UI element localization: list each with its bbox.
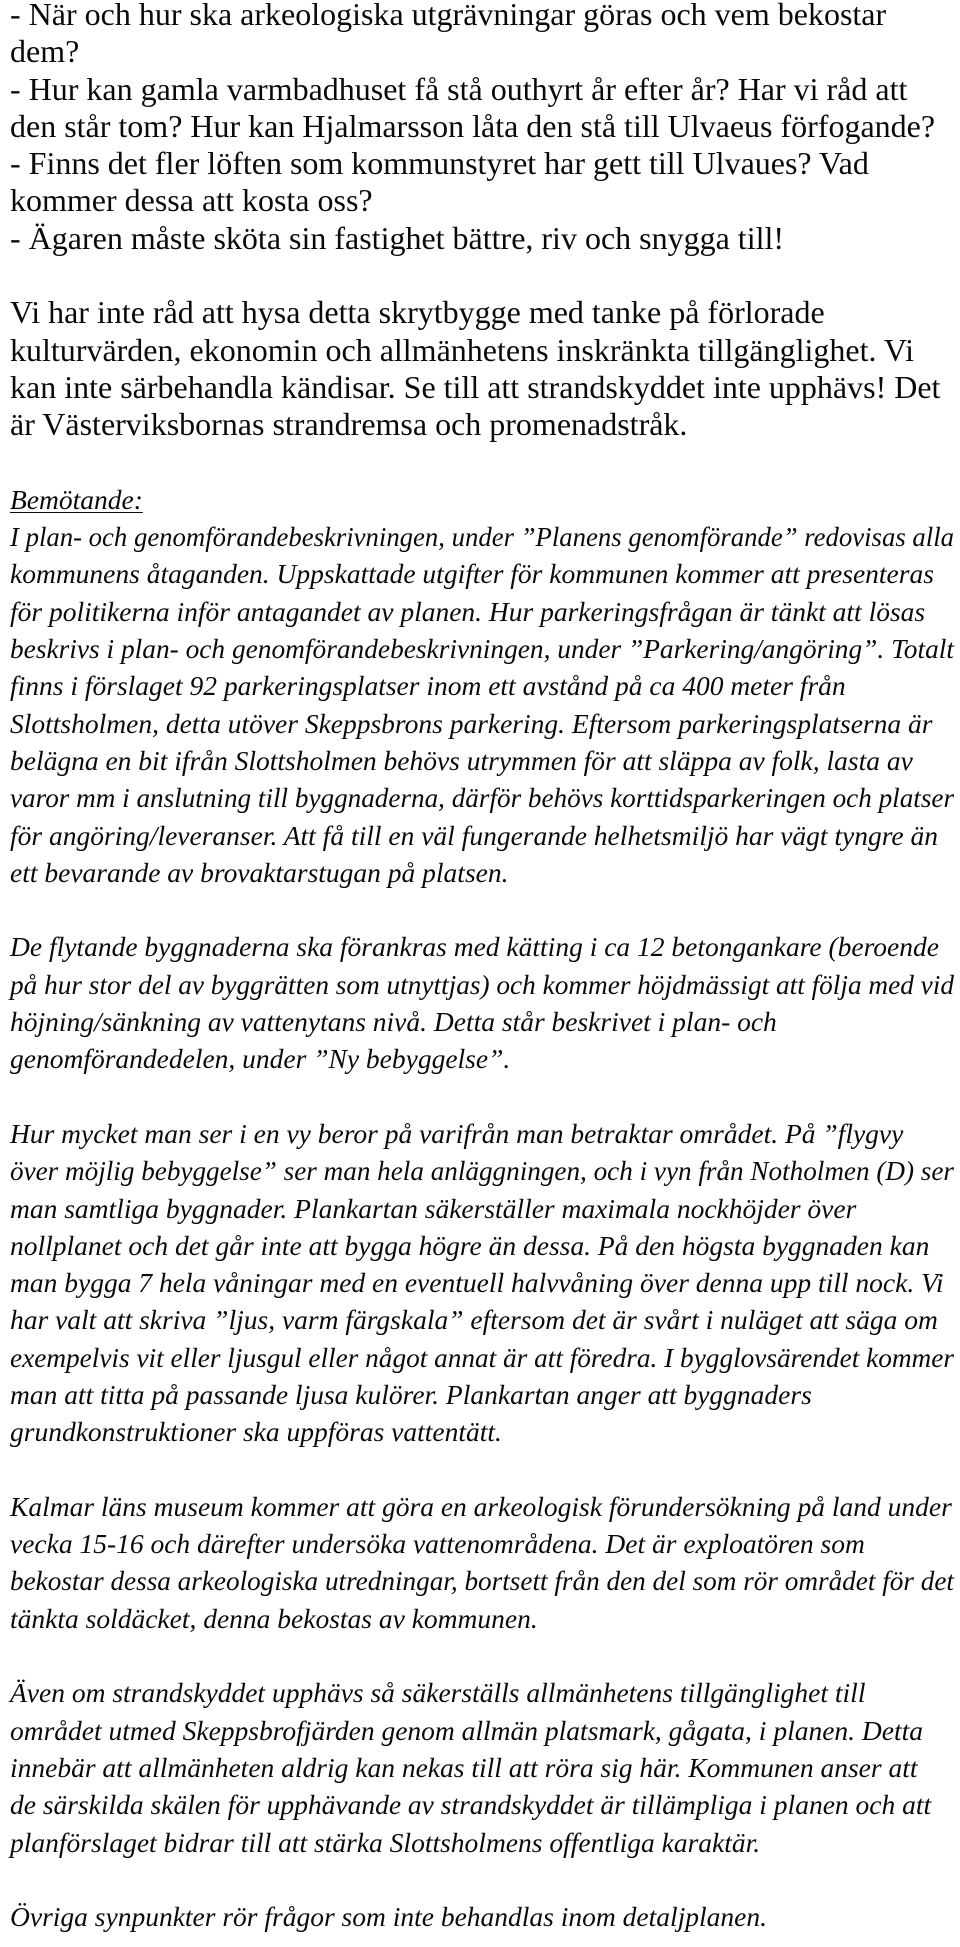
text-line: höjning/sänkning av vattenytans nivå. Detta står beskrivet i plan- och [10, 1006, 777, 1038]
text-line: kan inte särbehandla kändisar. Se till att strandskyddet inte upphävs! Det [10, 368, 941, 405]
text-line: innebär att allmänheten aldrig kan nekas till att röra sig här. Kommunen anser att [10, 1751, 918, 1783]
text-line: Vi har inte råd att hysa detta skrytbygge med tanke på förlorade [10, 294, 825, 331]
text-line: kulturvärden, ekonomin och allmänhetens inskränkta tillgänglighet. Vi [10, 331, 914, 368]
text-line: för angöring/leveranser. Att få till en väl fungerande helhetsmiljö har vägt tyngre än [10, 819, 939, 851]
text-line: bekostar dessa arkeologiska utredningar, bortsett från den del som rör området för det [10, 1565, 954, 1597]
text-line: grundkonstruktioner ska uppföras vattentätt. [10, 1416, 502, 1448]
text-line: dem? [10, 33, 80, 70]
text-line: finns i förslaget 92 parkeringsplatser inom ett avstånd på ca 400 meter från [10, 670, 846, 702]
text-line: planförslaget bidrar till att stärka Slottsholmens offentliga karaktär. [10, 1826, 761, 1858]
text-line: exempelvis vit eller ljusgul eller något annat är att föredra. I bygglovsärendet kommer [10, 1341, 954, 1373]
response-archaeology [10, 1488, 956, 1637]
response-shore-protection [10, 1674, 956, 1860]
text-line: de särskilda skälen för upphävande av strandskyddet är tillämpliga i planen och att [10, 1789, 932, 1821]
text-line: Slottsholmen, detta utöver Skeppsbrons parkering. Eftersom parkeringsplatserna är [10, 707, 933, 739]
text-line: ett bevarande av brovaktarstugan på platsen. [10, 856, 509, 888]
text-line: De flytande byggnaderna ska förankras med kätting i ca 12 betongankare (beroende [10, 931, 939, 963]
text-line: man bygga 7 hela våningar med en eventuell halvvåning över denna upp till nock. Vi [10, 1267, 944, 1299]
text-line: - Finns det fler löften som kommunstyret har gett till Ulvaues? Vad [10, 145, 869, 182]
text-line: man att titta på passande ljusa kulörer. Plankartan anger att byggnaders [10, 1378, 812, 1410]
text-line: - Hur kan gamla varmbadhuset få stå outhyrt år efter år? Har vi råd att [10, 70, 908, 107]
text-line: tänkta soldäcket, denna bekostas av kommunen. [10, 1602, 538, 1634]
text-line: nollplanet och det går inte att bygga högre än dessa. På den högsta byggnaden kan [10, 1229, 930, 1261]
text-line: Kalmar läns museum kommer att göra en arkeologisk förundersökning på land under [10, 1490, 952, 1522]
text-line: Övriga synpunkter rör frågor som inte behandlas inom detaljplanen. [10, 1901, 767, 1933]
text-line: Även om strandskyddet upphävs så säkerställs allmänhetens tillgänglighet till [10, 1677, 866, 1709]
text-line: har valt att skriva ”ljus, varm färgskala” eftersom det är svårt i nuläget att säga om [10, 1304, 938, 1336]
text-line: genomförandedelen, under ”Ny bebyggelse”. [10, 1043, 511, 1075]
response-floating-buildings [10, 928, 956, 1077]
response-commitments [10, 481, 956, 891]
citizen-objection [10, 294, 956, 443]
text-line: Hur mycket man ser i en vy beror på varifrån man betraktar området. På ”flygvy [10, 1117, 904, 1149]
text-line: vecka 15-16 och därefter undersöka vattenområdena. Det är exploatören som [10, 1528, 865, 1560]
text-line: den står tom? Hur kan Hjalmarsson låta den stå till Ulvaeus förfogande? [10, 107, 936, 144]
text-line: belägna en bit ifrån Slottsholmen behövs utrymmen för att släppa av folk, lasta av [10, 744, 913, 776]
text-line: - Ägaren måste sköta sin fastighet bättre, riv och snygga till! [10, 219, 785, 256]
response-other [10, 1898, 956, 1935]
text-line: I plan- och genomförandebeskrivningen, under ”Planens genomförande” redovisas alla [10, 521, 955, 553]
citizen-questions [10, 0, 956, 257]
text-line: över möjlig bebyggelse” ser man hela anläggningen, och i vyn från Notholmen (D) ser [10, 1155, 954, 1187]
text-line: man samtliga byggnader. Plankartan säkerställer maximala nockhöjder över [10, 1192, 857, 1224]
text-line: på hur stor del av byggrätten som utnyttjas) och kommer höjdmässigt att följa med vid [10, 968, 955, 1000]
text-line: - När och hur ska arkeologiska utgrävningar göras och vem bekostar [10, 0, 887, 32]
text-line: beskrivs i plan- och genomförandebeskrivningen, under ”Parkering/angöring”. Totalt [10, 633, 954, 665]
text-line: kommer dessa att kosta oss? [10, 182, 373, 219]
document-body [10, 0, 956, 1935]
text-line: varor mm i anslutning till byggnaderna, därför behövs korttidsparkeringen och platser [10, 782, 955, 814]
text-line: kommunens åtaganden. Uppskattade utgifter för kommunen kommer att presenteras [10, 558, 934, 590]
response-commitments-text [10, 518, 956, 891]
response-heading: Bemötande: [10, 483, 143, 515]
text-line: området utmed Skeppsbrofjärden genom allmän platsmark, gågata, i planen. Detta [10, 1714, 924, 1746]
text-line: för politikerna inför antagandet av planen. Hur parkeringsfrågan är tänkt att lösas [10, 595, 926, 627]
response-views [10, 1115, 956, 1451]
text-line: är Västerviksbornas strandremsa och promenadstråk. [10, 406, 688, 443]
